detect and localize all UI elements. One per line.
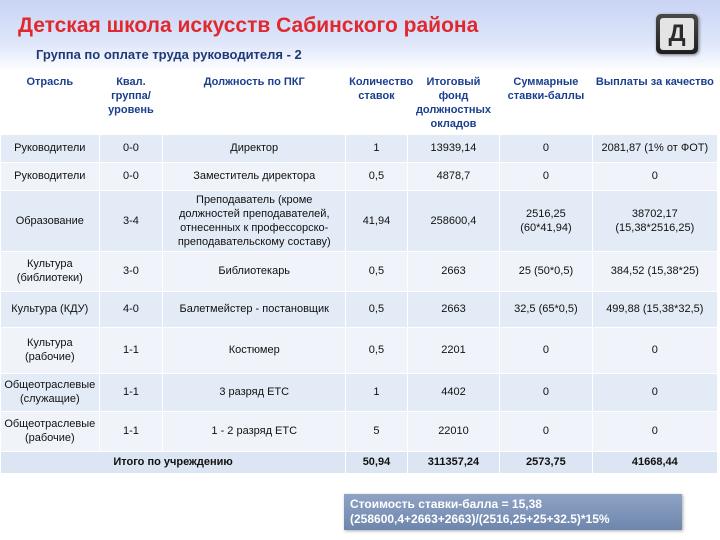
total-row xyxy=(1,451,718,473)
table-row xyxy=(1,291,718,327)
table-cell: 22010 xyxy=(407,411,499,451)
column-header: Выплаты за качество xyxy=(592,73,717,135)
table-cell: 499,88 (15,38*32,5) xyxy=(592,291,717,327)
total-fond: 311357,24 xyxy=(407,451,499,473)
total-stavki: 50,94 xyxy=(346,451,408,473)
column-header: Квал. группа/ уровень xyxy=(99,73,163,135)
table-cell: 0,5 xyxy=(346,162,408,190)
table-cell: 1-1 xyxy=(99,327,163,373)
total-vyplaty: 41668,44 xyxy=(592,451,717,473)
table-cell: 0,5 xyxy=(346,327,408,373)
table-cell: Библиотекарь xyxy=(163,251,346,291)
table-cell: Костюмер xyxy=(163,327,346,373)
note-line-2: (258600,4+2663+2663)/(2516,25+25+32.5)*15% xyxy=(350,512,610,526)
salary-table xyxy=(0,72,718,474)
table-cell: 0,5 xyxy=(346,251,408,291)
table-cell: 0 xyxy=(500,327,592,373)
column-header: Отрасль xyxy=(1,73,100,135)
column-header: Суммарные ставки-баллы xyxy=(500,73,592,135)
table-cell: 2201 xyxy=(407,327,499,373)
table-cell: 2516,25 (60*41,94) xyxy=(500,190,592,251)
column-header: Итоговый фонд должностных окладов xyxy=(407,73,499,135)
table-cell: 3 разряд ЕТС xyxy=(163,373,346,411)
note-line-1: Стоимость ставки-балла = 15,38 xyxy=(350,497,542,511)
table-cell: 41,94 xyxy=(346,190,408,251)
table-cell: Балетмейстер - постановщик xyxy=(163,291,346,327)
table-header xyxy=(1,73,718,135)
table-cell: Культура (КДУ) xyxy=(1,291,100,327)
table-cell: 0 xyxy=(500,411,592,451)
table-cell: Общеотраслевые (служащие) xyxy=(1,373,100,411)
table-cell: 5 xyxy=(346,411,408,451)
column-header: Количество ставок xyxy=(346,73,408,135)
table-row xyxy=(1,162,718,190)
table-cell: 258600,4 xyxy=(407,190,499,251)
table-cell: 0 xyxy=(592,411,717,451)
column-header: Должность по ПКГ xyxy=(163,73,346,135)
table-cell: 3-4 xyxy=(99,190,163,251)
table-row xyxy=(1,327,718,373)
table-cell: 32,5 (65*0,5) xyxy=(500,291,592,327)
page-title: Детская школа искусств Сабинского района xyxy=(18,14,479,37)
table-body xyxy=(1,134,718,473)
table-cell: 4402 xyxy=(407,373,499,411)
logo xyxy=(656,14,698,54)
table-cell: 38702,17 (15,38*2516,25) xyxy=(592,190,717,251)
table-cell: Культура (библиотеки) xyxy=(1,251,100,291)
table-cell: 4878,7 xyxy=(407,162,499,190)
total-label: Итого по учреждению xyxy=(1,451,346,473)
table-row xyxy=(1,373,718,411)
table-cell: 1 xyxy=(346,373,408,411)
table-row xyxy=(1,190,718,251)
table-cell: 0-0 xyxy=(99,134,163,162)
table-cell: Директор xyxy=(163,134,346,162)
table-cell: Руководители xyxy=(1,134,100,162)
table-cell: 0,5 xyxy=(346,291,408,327)
table-cell: Руководители xyxy=(1,162,100,190)
table-row xyxy=(1,134,718,162)
table-cell: 0 xyxy=(500,373,592,411)
table-cell: Культура (рабочие) xyxy=(1,327,100,373)
table-row xyxy=(1,251,718,291)
table-cell: 4-0 xyxy=(99,291,163,327)
table-cell: 0 xyxy=(592,327,717,373)
table-cell: 1 xyxy=(346,134,408,162)
table-row xyxy=(1,411,718,451)
table-cell: 3-0 xyxy=(99,251,163,291)
table-cell: 0 xyxy=(500,134,592,162)
table-cell: 0-0 xyxy=(99,162,163,190)
table-cell: Образование xyxy=(1,190,100,251)
table-cell: Общеотраслевые (рабочие) xyxy=(1,411,100,451)
table-cell: 25 (50*0,5) xyxy=(500,251,592,291)
logo-letter: Д xyxy=(660,18,694,50)
table-cell: 384,52 (15,38*25) xyxy=(592,251,717,291)
table-cell: Преподаватель (кроме должностей преподавателей, отнесенных к профессорско-преподавательскому составу) xyxy=(163,190,346,251)
table-cell: 13939,14 xyxy=(407,134,499,162)
total-bally: 2573,75 xyxy=(500,451,592,473)
table-cell: 0 xyxy=(500,162,592,190)
table-cell: 2081,87 (1% от ФОТ) xyxy=(592,134,717,162)
table-cell: 1-1 xyxy=(99,373,163,411)
table-cell: 0 xyxy=(592,162,717,190)
table-cell: Заместитель директора xyxy=(163,162,346,190)
table-cell: 1-1 xyxy=(99,411,163,451)
table-cell: 2663 xyxy=(407,251,499,291)
table-cell: 0 xyxy=(592,373,717,411)
page-subtitle: Группа по оплате труда руководителя - 2 xyxy=(36,47,302,62)
note-box xyxy=(344,494,682,530)
table-cell: 2663 xyxy=(407,291,499,327)
table-cell: 1 - 2 разряд ЕТС xyxy=(163,411,346,451)
